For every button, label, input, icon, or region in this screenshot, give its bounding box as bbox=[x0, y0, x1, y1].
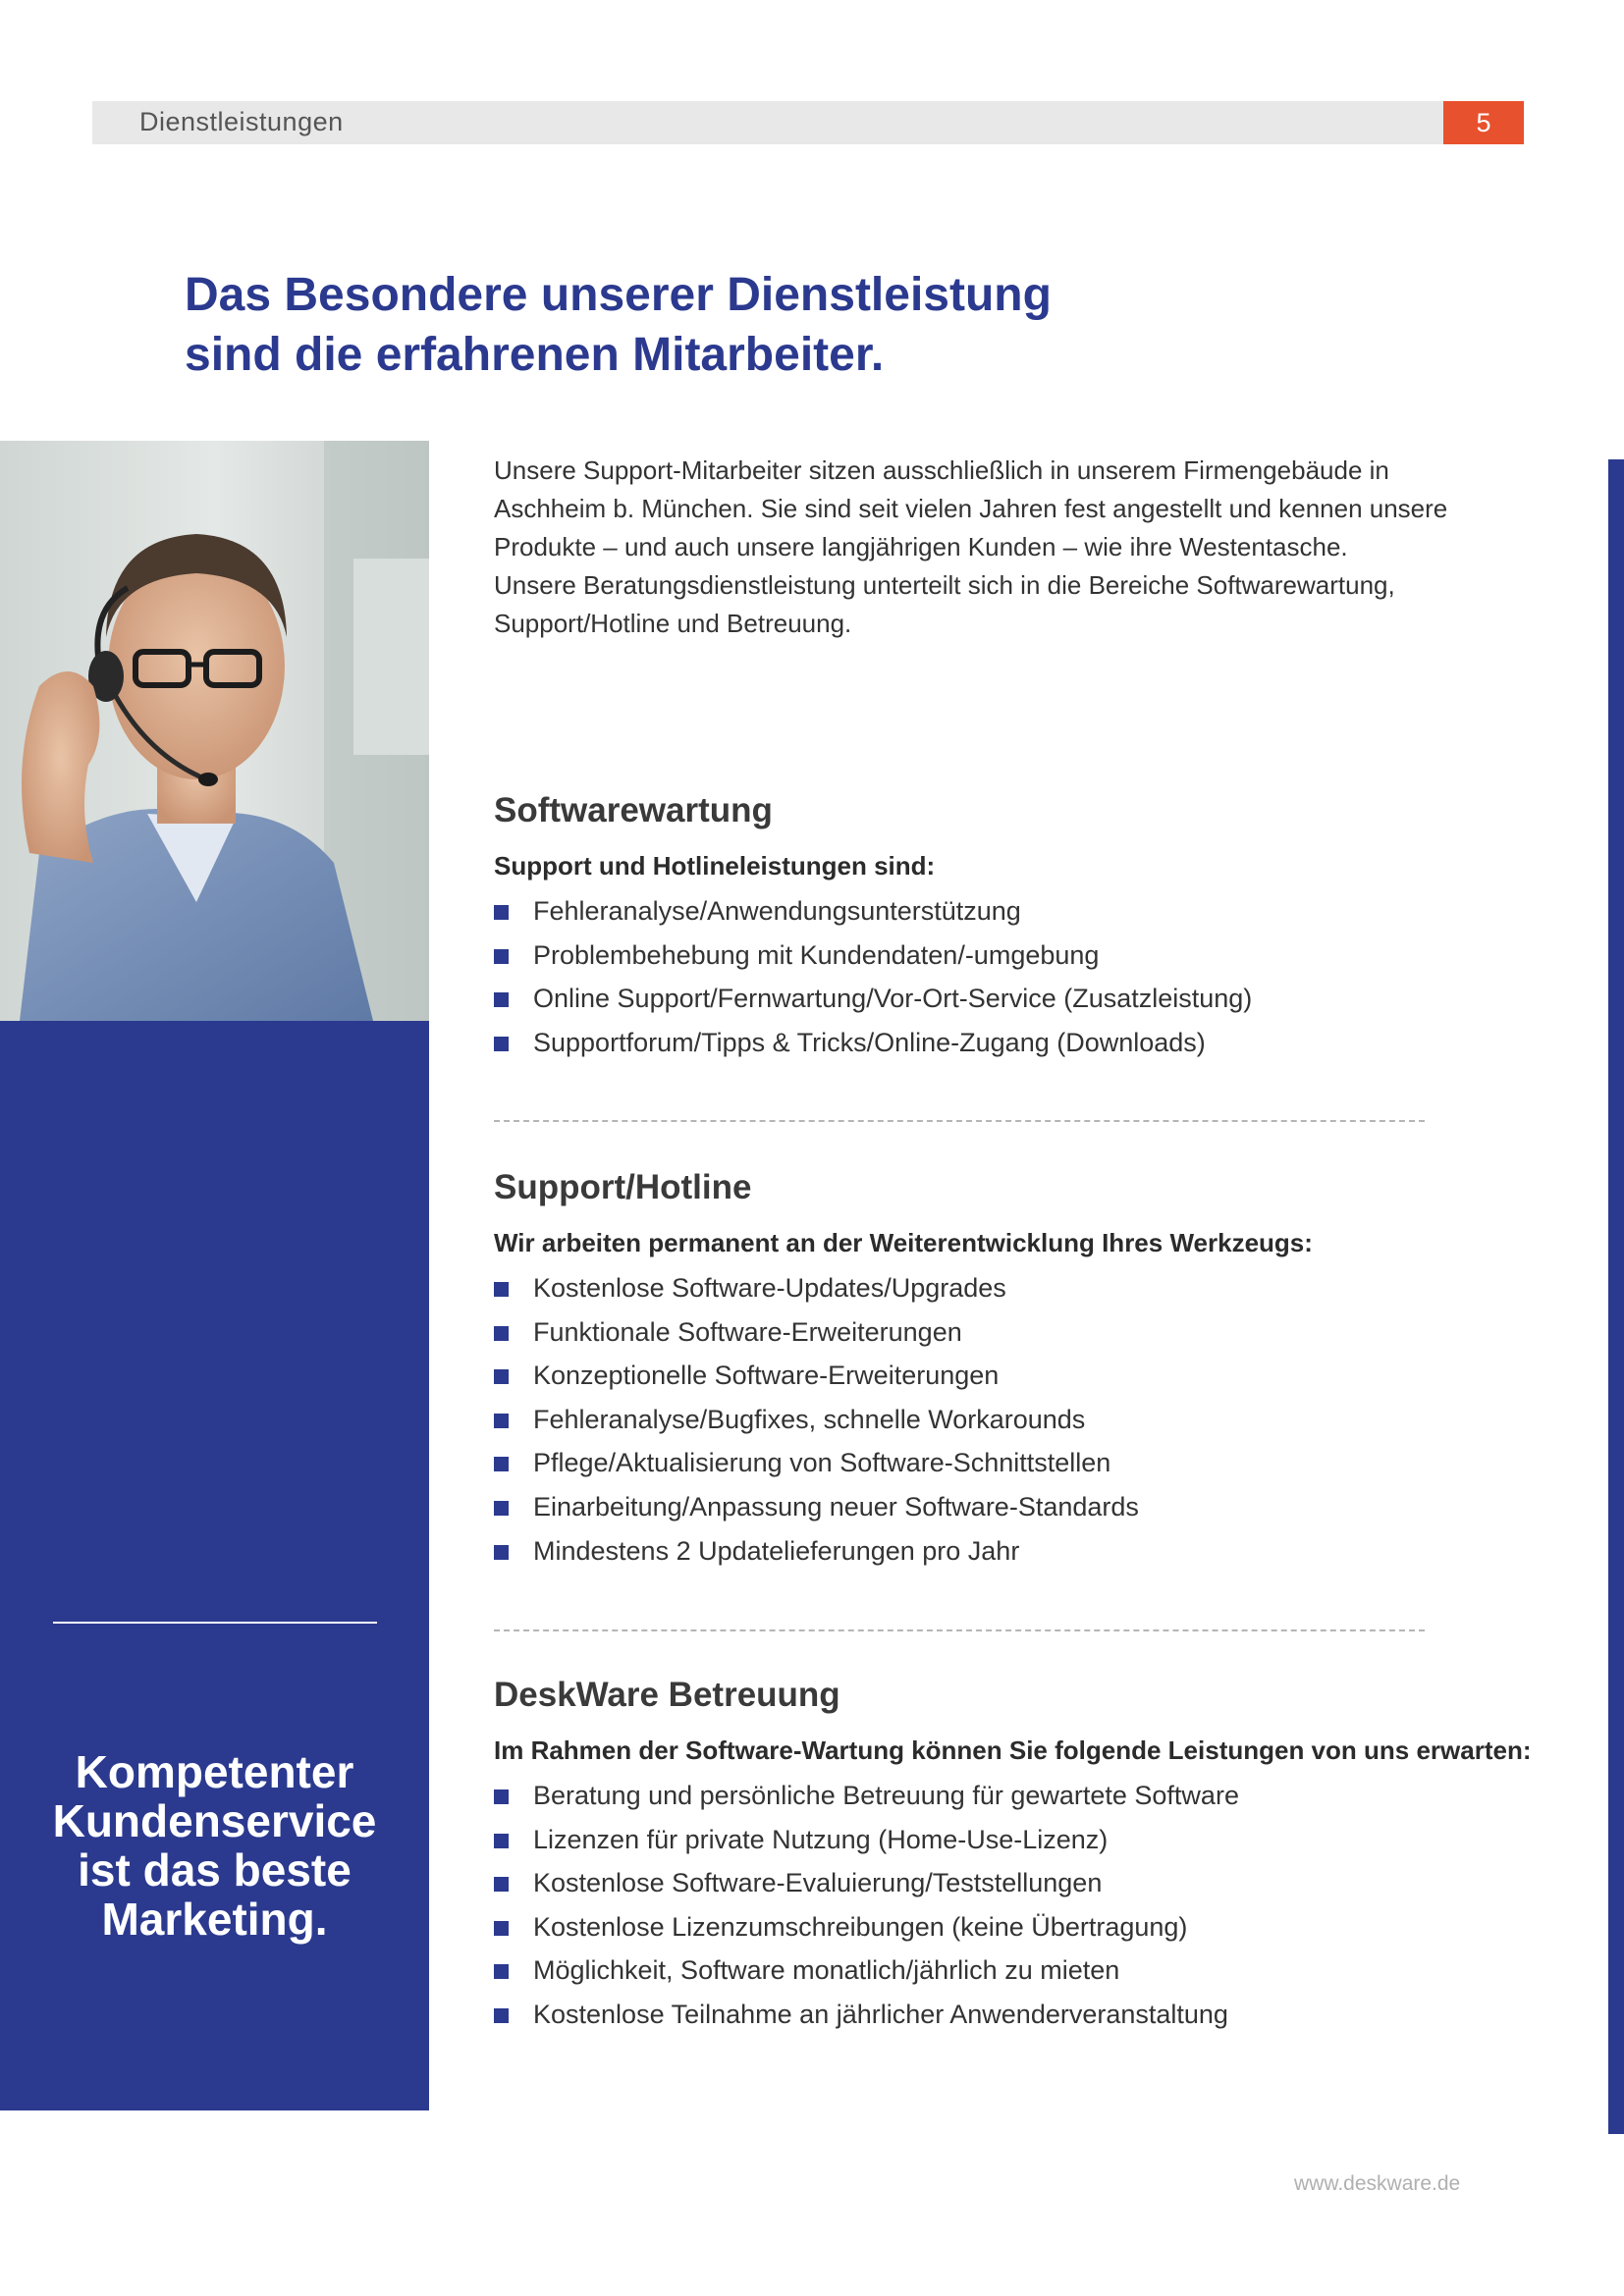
section-softwarewartung bbox=[494, 789, 1554, 1064]
list-item: Fehleranalyse/Anwendungsunterstützung bbox=[494, 889, 1554, 934]
list-item: Supportforum/Tipps & Tricks/Online-Zugang (Downloads) bbox=[494, 1021, 1554, 1065]
list-item: Mindestens 2 Updatelieferungen pro Jahr bbox=[494, 1529, 1554, 1574]
list-item: Lizenzen für private Nutzung (Home-Use-Lizenz) bbox=[494, 1818, 1554, 1862]
page-number: 5 bbox=[1443, 101, 1524, 144]
section-heading: Softwarewartung bbox=[494, 791, 773, 829]
section-list bbox=[494, 1266, 1554, 1573]
intro-line: Support/Hotline und Betreuung. bbox=[494, 609, 852, 638]
side-panel bbox=[0, 1021, 429, 2110]
section-heading: Support/Hotline bbox=[494, 1168, 752, 1206]
page-title-line-2: sind die erfahrenen Mitarbeiter. bbox=[185, 329, 885, 381]
square-bullet-icon bbox=[494, 1834, 509, 1848]
square-bullet-icon bbox=[494, 1037, 509, 1051]
quote-line: ist das beste bbox=[78, 1844, 352, 1896]
square-bullet-icon bbox=[494, 992, 509, 1007]
section-lead: Wir arbeiten permanent an der Weiterentwicklung Ihres Werkzeugs: bbox=[494, 1228, 1313, 1257]
square-bullet-icon bbox=[494, 2008, 509, 2023]
section-lead: Support und Hotlineleistungen sind: bbox=[494, 851, 936, 881]
intro-line: Aschheim b. München. Sie sind seit vielen Jahren fest angestellt und kennen unsere bbox=[494, 494, 1448, 523]
footer-url[interactable]: www.deskware.de bbox=[1294, 2172, 1461, 2195]
section-support-hotline bbox=[494, 1166, 1554, 1573]
list-item: Online Support/Fernwartung/Vor-Ort-Service (Zusatzleistung) bbox=[494, 977, 1554, 1021]
list-item: Kostenlose Software-Evaluierung/Teststellungen bbox=[494, 1861, 1554, 1905]
list-item: Problembehebung mit Kundendaten/-umgebung bbox=[494, 934, 1554, 978]
page-title-line-1: Das Besondere unserer Dienstleistung bbox=[185, 269, 1052, 321]
side-panel-quote bbox=[0, 1747, 429, 1944]
square-bullet-icon bbox=[494, 1501, 509, 1516]
list-item: Konzeptionelle Software-Erweiterungen bbox=[494, 1354, 1554, 1398]
section-list bbox=[494, 889, 1554, 1064]
square-bullet-icon bbox=[494, 1414, 509, 1428]
intro-line: Produkte – und auch unsere langjährigen Kunden – wie ihre Westentasche. bbox=[494, 532, 1348, 561]
list-item: Kostenlose Teilnahme an jährlicher Anwenderveranstaltung bbox=[494, 1993, 1554, 2037]
list-item: Kostenlose Software-Updates/Upgrades bbox=[494, 1266, 1554, 1310]
list-item: Möglichkeit, Software monatlich/jährlich zu mieten bbox=[494, 1949, 1554, 1993]
square-bullet-icon bbox=[494, 1789, 509, 1804]
square-bullet-icon bbox=[494, 1545, 509, 1560]
intro-line: Unsere Support-Mitarbeiter sitzen ausschließlich in unserem Firmengebäude in bbox=[494, 455, 1389, 485]
right-accent-bar bbox=[1608, 459, 1624, 2134]
section-divider bbox=[494, 1120, 1425, 1122]
quote-line: Kompetenter bbox=[75, 1746, 354, 1797]
list-item: Fehleranalyse/Bugfixes, schnelle Workarounds bbox=[494, 1398, 1554, 1442]
list-item: Pflege/Aktualisierung von Software-Schnittstellen bbox=[494, 1441, 1554, 1485]
section-title: Dienstleistungen bbox=[139, 107, 344, 136]
square-bullet-icon bbox=[494, 1921, 509, 1936]
intro-line: Unsere Beratungsdienstleistung unterteilt sich in die Bereiche Softwarewartung, bbox=[494, 570, 1395, 600]
section-list bbox=[494, 1774, 1554, 2037]
square-bullet-icon bbox=[494, 1326, 509, 1341]
support-agent-photo bbox=[0, 441, 429, 1021]
section-lead: Im Rahmen der Software-Wartung können Sie folgende Leistungen von uns erwarten: bbox=[494, 1735, 1532, 1765]
header-bar bbox=[92, 101, 1443, 144]
list-item: Funktionale Software-Erweiterungen bbox=[494, 1310, 1554, 1355]
page-title bbox=[185, 265, 1265, 385]
square-bullet-icon bbox=[494, 949, 509, 964]
side-panel-rule bbox=[53, 1622, 377, 1624]
section-deskware-betreuung bbox=[494, 1674, 1554, 2037]
intro-text bbox=[494, 452, 1554, 643]
square-bullet-icon bbox=[494, 1282, 509, 1297]
list-item: Beratung und persönliche Betreuung für gewartete Software bbox=[494, 1774, 1554, 1818]
square-bullet-icon bbox=[494, 1964, 509, 1979]
section-heading: DeskWare Betreuung bbox=[494, 1676, 840, 1714]
quote-line: Marketing. bbox=[101, 1894, 328, 1945]
square-bullet-icon bbox=[494, 1877, 509, 1892]
quote-line: Kundenservice bbox=[52, 1795, 377, 1846]
list-item: Einarbeitung/Anpassung neuer Software-Standards bbox=[494, 1485, 1554, 1529]
section-divider bbox=[494, 1629, 1425, 1631]
square-bullet-icon bbox=[494, 905, 509, 920]
square-bullet-icon bbox=[494, 1457, 509, 1471]
list-item: Kostenlose Lizenzumschreibungen (keine Übertragung) bbox=[494, 1905, 1554, 1949]
square-bullet-icon bbox=[494, 1369, 509, 1384]
